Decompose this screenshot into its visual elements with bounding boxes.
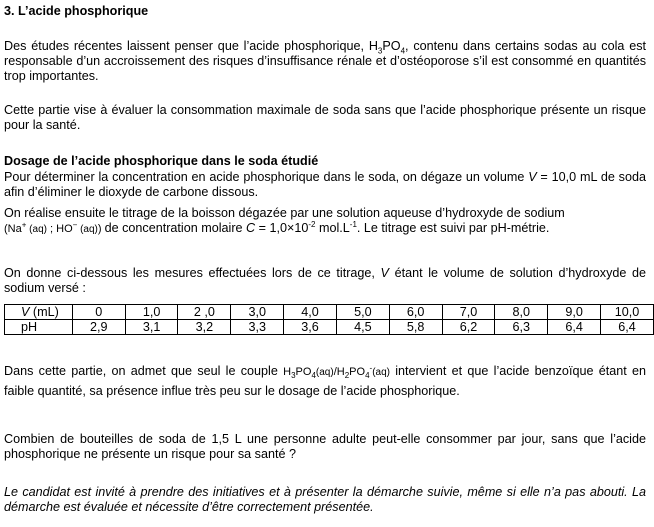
table-cell: 6,4 <box>600 320 653 335</box>
assumption-paragraph: Dans cette partie, on admet que seul le couple $H_3PO_4(aq)/H_2PO_4^-(aq)$ intervient et que l’acide benzoïque étant en faible quantité, sa présence influe très peu sur le dosage de l’acide phosphorique. <box>4 363 646 398</box>
table-cell: 3,6 <box>284 320 337 335</box>
couple-formula: $H_3PO_4(aq)/H_2PO_4^-(aq)$ <box>283 363 390 381</box>
row-header-ph: pH <box>5 320 73 335</box>
measures-paragraph: On donne ci-dessous les mesures effectuées lors de ce titrage, V étant le volume de solution d’hydroxyde de sodium versé : <box>4 266 646 295</box>
table-cell: 6,4 <box>548 320 601 335</box>
table-cell: 0 <box>72 305 125 320</box>
subsection-title: Dosage de l’acide phosphorique dans le soda étudié <box>4 154 319 168</box>
table-cell: 3,3 <box>231 320 284 335</box>
formula-h: H <box>368 39 378 53</box>
table-cell: 2 ,0 <box>178 305 231 320</box>
row-header-volume: V (mL) <box>5 305 73 320</box>
table-cell: 10,0 <box>600 305 653 320</box>
table-cell: 6,0 <box>389 305 442 320</box>
table-cell: 4,5 <box>336 320 389 335</box>
measurements-table <box>4 304 654 335</box>
reagent-formula: (Na+ (aq) ; HO− (aq)) <box>4 220 105 235</box>
table-cell: 9,0 <box>548 305 601 320</box>
table-cell: 5,0 <box>336 305 389 320</box>
question-paragraph: Combien de bouteilles de soda de 1,5 L une personne adulte peut-elle consommer par jour, sans que l’acide phosphorique ne présente un risque pour sa santé ? <box>4 432 646 461</box>
table-cell: 1,0 <box>125 305 178 320</box>
table-cell: 3,2 <box>178 320 231 335</box>
table-cell: 5,8 <box>389 320 442 335</box>
protocol-paragraph: Pour déterminer la concentration en acide phosphorique dans le soda, on dégaze un volume V = 10,0 mL de soda afin d’éliminer le dioxyde de carbone dissous. <box>4 170 646 199</box>
table-cell: 7,0 <box>442 305 495 320</box>
table-cell: 3,0 <box>231 305 284 320</box>
intro-paragraph: Des études récentes laissent penser que l’acide phosphorique, $H_3PO_4$, contenu dans certains sodas au cola est responsable d’un accroissement des risques d’insuffisance rénale et d’ostéoporose s’il est consommé en quantités trop importantes. <box>4 39 646 83</box>
table-cell: 3,1 <box>125 320 178 335</box>
objective-paragraph: Cette partie vise à évaluer la consommation maximale de soda sans que l’acide phosphorique présente un risque pour la santé. <box>4 103 646 132</box>
table-cell: 6,3 <box>495 320 548 335</box>
table-cell: 8,0 <box>495 305 548 320</box>
titration-paragraph: On réalise ensuite le titrage de la boisson dégazée par une solution aqueuse d’hydroxyde de sodium (Na+ (aq) ; HO− (aq)) de concentration molaire $C = 1,0\times 10^{-2}$ $mol.L^{-1}$. Le titrage est suivi par pH-métrie. <box>4 206 565 235</box>
table-row <box>5 320 654 335</box>
section-title: 3. L’acide phosphorique <box>4 4 149 18</box>
instructions-paragraph: Le candidat est invité à prendre des initiatives et à présenter la démarche suivie, même si elle n’a pas abouti. La démarche est évaluée et nécessite d’être correctement présentée. <box>4 485 646 514</box>
table-cell: 4,0 <box>284 305 337 320</box>
table-cell: 6,2 <box>442 320 495 335</box>
table-cell: 2,9 <box>72 320 125 335</box>
table-row <box>5 305 654 320</box>
